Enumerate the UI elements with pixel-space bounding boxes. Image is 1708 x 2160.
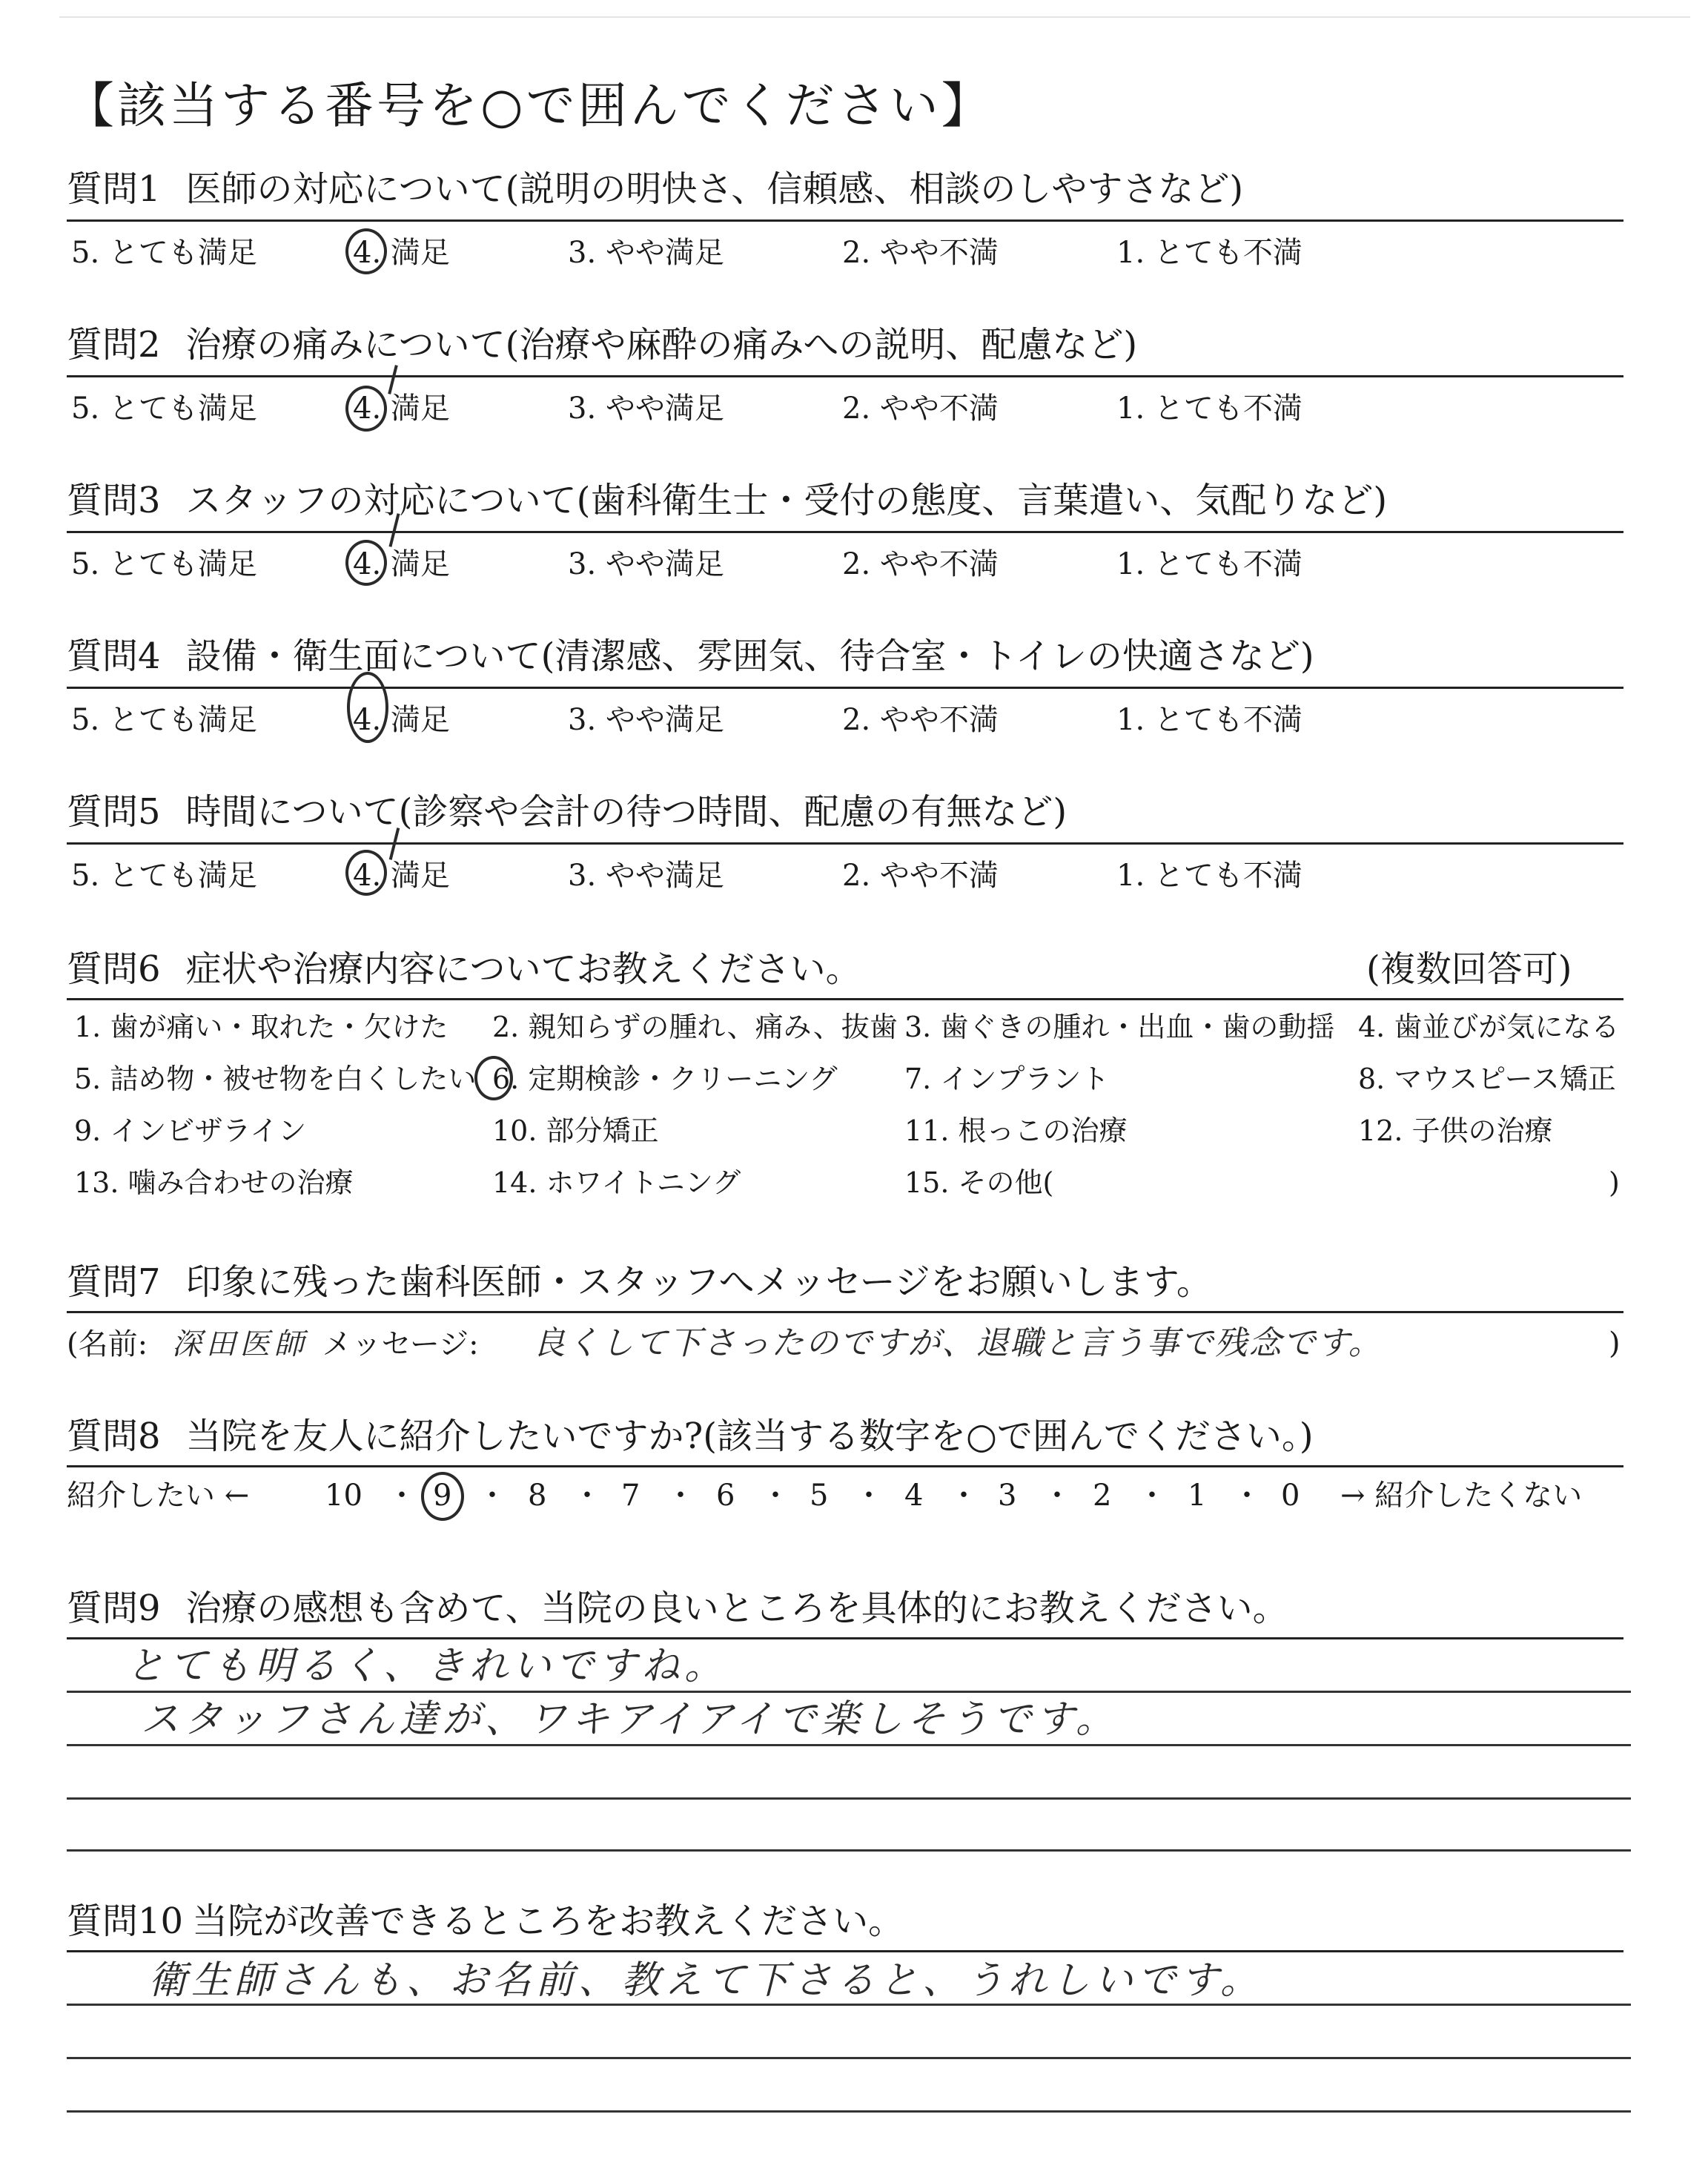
selection-circle: [345, 540, 387, 586]
q6-option-1[interactable]: 1. 歯が痛い・取れた・欠けた: [74, 1011, 448, 1043]
question-1-rule: [67, 219, 1623, 222]
q6-option-6[interactable]: 6. 定期検診・クリーニング: [492, 1063, 838, 1095]
selection-circle: [345, 386, 387, 432]
option-3[interactable]: 3. やや満足: [568, 236, 724, 270]
q10-answer-line-1[interactable]: 衛生師さんも、お名前、教えて下さると、うれしいです。: [148, 1958, 1263, 2003]
scale-10[interactable]: 10: [325, 1479, 363, 1513]
question-number: 質問2: [67, 324, 161, 366]
option-2[interactable]: 2. やや不満: [842, 859, 999, 893]
scale-4[interactable]: 4: [904, 1479, 924, 1513]
option-3[interactable]: 3. やや満足: [568, 392, 724, 426]
option-2[interactable]: 2. やや不満: [842, 392, 999, 426]
q6-option-9[interactable]: 9. インビザライン: [74, 1114, 307, 1147]
scale-separator: ・: [761, 1479, 790, 1513]
option-2[interactable]: 2. やや不満: [842, 236, 999, 270]
option-1[interactable]: 1. とても不満: [1116, 547, 1302, 581]
question-4-options: [71, 698, 1554, 742]
question-text: 症状や治療内容についてお教えください。: [185, 948, 861, 990]
option-1[interactable]: 1. とても不満: [1116, 392, 1302, 426]
answer-rule: [67, 1797, 1631, 1800]
page-top-edge: [59, 16, 1690, 18]
option-3[interactable]: 3. やや満足: [568, 703, 724, 737]
option-3[interactable]: 3. やや満足: [568, 547, 724, 581]
scale-separator: ・: [1042, 1479, 1072, 1513]
question-4-title: [67, 632, 1314, 681]
q6-option-3[interactable]: 3. 歯ぐきの腫れ・出血・歯の動揺: [904, 1011, 1335, 1043]
q6-option-4[interactable]: 4. 歯並びが気になる: [1358, 1011, 1620, 1043]
question-7-title: [67, 1258, 1212, 1307]
scale-2[interactable]: 2: [1093, 1479, 1112, 1513]
q6-option-12[interactable]: 12. 子供の治療: [1358, 1114, 1553, 1147]
question-10-rule: [67, 1950, 1623, 1952]
option-5[interactable]: 5. とても満足: [71, 859, 257, 893]
q9-answer-line-2[interactable]: スタッフさん達が、ワキアイアイで楽しそうです。: [141, 1697, 1119, 1742]
scale-right-label: → 紹介したくない: [1340, 1479, 1583, 1513]
option-2[interactable]: 2. やや不満: [842, 547, 999, 581]
scale-separator: ・: [1232, 1479, 1262, 1513]
scale-5[interactable]: 5: [810, 1479, 829, 1513]
option-3[interactable]: 3. やや満足: [568, 859, 724, 893]
name-value[interactable]: 深田医師: [171, 1327, 308, 1361]
scale-8[interactable]: 8: [528, 1479, 547, 1513]
q6-option-2[interactable]: 2. 親知らずの腫れ、痛み、抜歯: [492, 1011, 898, 1043]
option-1[interactable]: 1. とても不満: [1116, 236, 1302, 270]
instruction-header: 【該当する番号を○で囲んでください】: [65, 77, 993, 134]
scale-0[interactable]: 0: [1281, 1479, 1300, 1513]
option-4[interactable]: 4. 満足: [353, 392, 450, 426]
question-9-rule: [67, 1637, 1623, 1639]
question-number: 質問10: [67, 1900, 184, 1942]
answer-rule: [67, 1691, 1631, 1693]
question-text: 治療の痛みについて(治療や麻酔の痛みへの説明、配慮など): [185, 324, 1138, 366]
question-text: 時間について(診察や会計の待つ時間、配慮の有無など): [185, 791, 1068, 833]
question-number: 質問4: [67, 635, 161, 677]
question-number: 質問5: [67, 791, 161, 833]
referral-scale: [67, 1472, 1631, 1519]
q6-other-close-paren: ): [1609, 1166, 1620, 1199]
question-9-title: [67, 1584, 1288, 1633]
question-text: 医師の対応について(説明の明快さ、信頼感、相談のしやすさなど): [185, 168, 1244, 210]
scale-left-label: 紹介したい ←: [67, 1479, 250, 1513]
option-4[interactable]: 4. 満足: [353, 703, 450, 737]
scale-7[interactable]: 7: [621, 1479, 640, 1513]
q6-option-15[interactable]: 15. その他(: [904, 1166, 1054, 1199]
option-4[interactable]: 4. 満足: [353, 859, 450, 893]
answer-rule: [67, 2110, 1631, 2113]
scale-3[interactable]: 3: [998, 1479, 1017, 1513]
question-2-rule: [67, 375, 1623, 377]
question-2-options: [71, 387, 1554, 430]
question-2-title: [67, 320, 1137, 369]
q7-close-paren: ): [1609, 1327, 1621, 1361]
option-5[interactable]: 5. とても満足: [71, 547, 257, 581]
scale-separator: ・: [477, 1479, 507, 1513]
option-1[interactable]: 1. とても不満: [1116, 859, 1302, 893]
scale-1[interactable]: 1: [1188, 1479, 1207, 1513]
question-3-rule: [67, 531, 1623, 533]
question-5-title: [67, 787, 1067, 836]
answer-rule: [67, 2057, 1631, 2059]
question-number: 質問8: [67, 1416, 161, 1457]
question-8-rule: [67, 1465, 1623, 1467]
scale-separator: ・: [1137, 1479, 1167, 1513]
option-2[interactable]: 2. やや不満: [842, 703, 999, 737]
question-text: 当院が改善できるところをお教えください。: [192, 1900, 904, 1942]
selection-circle: [345, 850, 387, 896]
answer-rule: [67, 1744, 1631, 1746]
q6-option-10[interactable]: 10. 部分矯正: [492, 1114, 659, 1147]
q6-option-14[interactable]: 14. ホワイトニング: [492, 1166, 741, 1199]
question-text: 治療の感想も含めて、当院の良いところを具体的にお教えください。: [185, 1588, 1288, 1629]
multiple-answers-note: (複数回答可): [1366, 948, 1572, 990]
question-6-rule: [67, 998, 1623, 1000]
scale-separator: ・: [949, 1479, 979, 1513]
question-3-title: [67, 476, 1387, 525]
answer-rule: [67, 2004, 1631, 2006]
question-number: 質問3: [67, 480, 161, 521]
scale-separator: ・: [387, 1479, 417, 1513]
question-7-rule: [67, 1311, 1623, 1313]
scale-9[interactable]: 9: [433, 1479, 452, 1513]
question-number: 質問6: [67, 948, 161, 990]
name-label: (名前:: [67, 1327, 148, 1361]
question-10-title: [67, 1897, 904, 1946]
question-4-rule: [67, 687, 1623, 689]
option-5[interactable]: 5. とても満足: [71, 392, 257, 426]
selection-circle: [474, 1056, 513, 1100]
question-text: 設備・衛生面について(清潔感、雰囲気、待合室・トイレの快適さなど): [185, 635, 1314, 677]
message-value[interactable]: 良くして下さったのですが、退職と言う事で残念です。: [532, 1324, 1383, 1362]
question-6-title: [67, 945, 861, 994]
answer-rule: [67, 1849, 1631, 1852]
question-text: 印象に残った歯科医師・スタッフへメッセージをお願いします。: [185, 1261, 1212, 1303]
option-4[interactable]: 4. 満足: [353, 236, 450, 270]
question-5-rule: [67, 842, 1623, 845]
question-text: 当院を友人に紹介したいですか?(該当する数字を○で囲んでください。): [185, 1416, 1314, 1457]
question-5-options: [71, 854, 1554, 897]
option-5[interactable]: 5. とても満足: [71, 236, 257, 270]
message-label: メッセージ:: [322, 1327, 479, 1361]
option-1[interactable]: 1. とても不満: [1116, 703, 1302, 737]
question-8-title: [67, 1412, 1314, 1461]
q9-answer-line-1[interactable]: とても明るく、きれいですね。: [126, 1644, 727, 1688]
selection-circle: [347, 672, 388, 743]
selection-circle: [345, 228, 387, 274]
scale-6[interactable]: 6: [716, 1479, 735, 1513]
option-5[interactable]: 5. とても満足: [71, 703, 257, 737]
question-number: 質問9: [67, 1588, 161, 1629]
q6-option-8[interactable]: 8. マウスピース矯正: [1358, 1063, 1616, 1095]
selection-circle: [421, 1472, 464, 1521]
question-1-title: [67, 165, 1243, 214]
scale-separator: ・: [666, 1479, 695, 1513]
q6-option-11[interactable]: 11. 根っこの治療: [904, 1114, 1128, 1147]
question-number: 質問7: [67, 1261, 161, 1303]
scale-separator: ・: [854, 1479, 884, 1513]
question-number: 質問1: [67, 168, 161, 210]
scale-separator: ・: [572, 1479, 602, 1513]
question-3-options: [71, 543, 1554, 586]
q6-option-13[interactable]: 13. 噛み合わせの治療: [74, 1166, 354, 1199]
q7-message-line: [67, 1322, 1383, 1366]
question-text: スタッフの対応について(歯科衛生士・受付の態度、言葉遣い、気配りなど): [185, 480, 1388, 521]
q6-option-7[interactable]: 7. インプラント: [904, 1063, 1110, 1095]
q6-option-5[interactable]: 5. 詰め物・被せ物を白くしたい: [74, 1063, 477, 1095]
question-1-options: [71, 231, 1554, 274]
option-4[interactable]: 4. 満足: [353, 547, 450, 581]
